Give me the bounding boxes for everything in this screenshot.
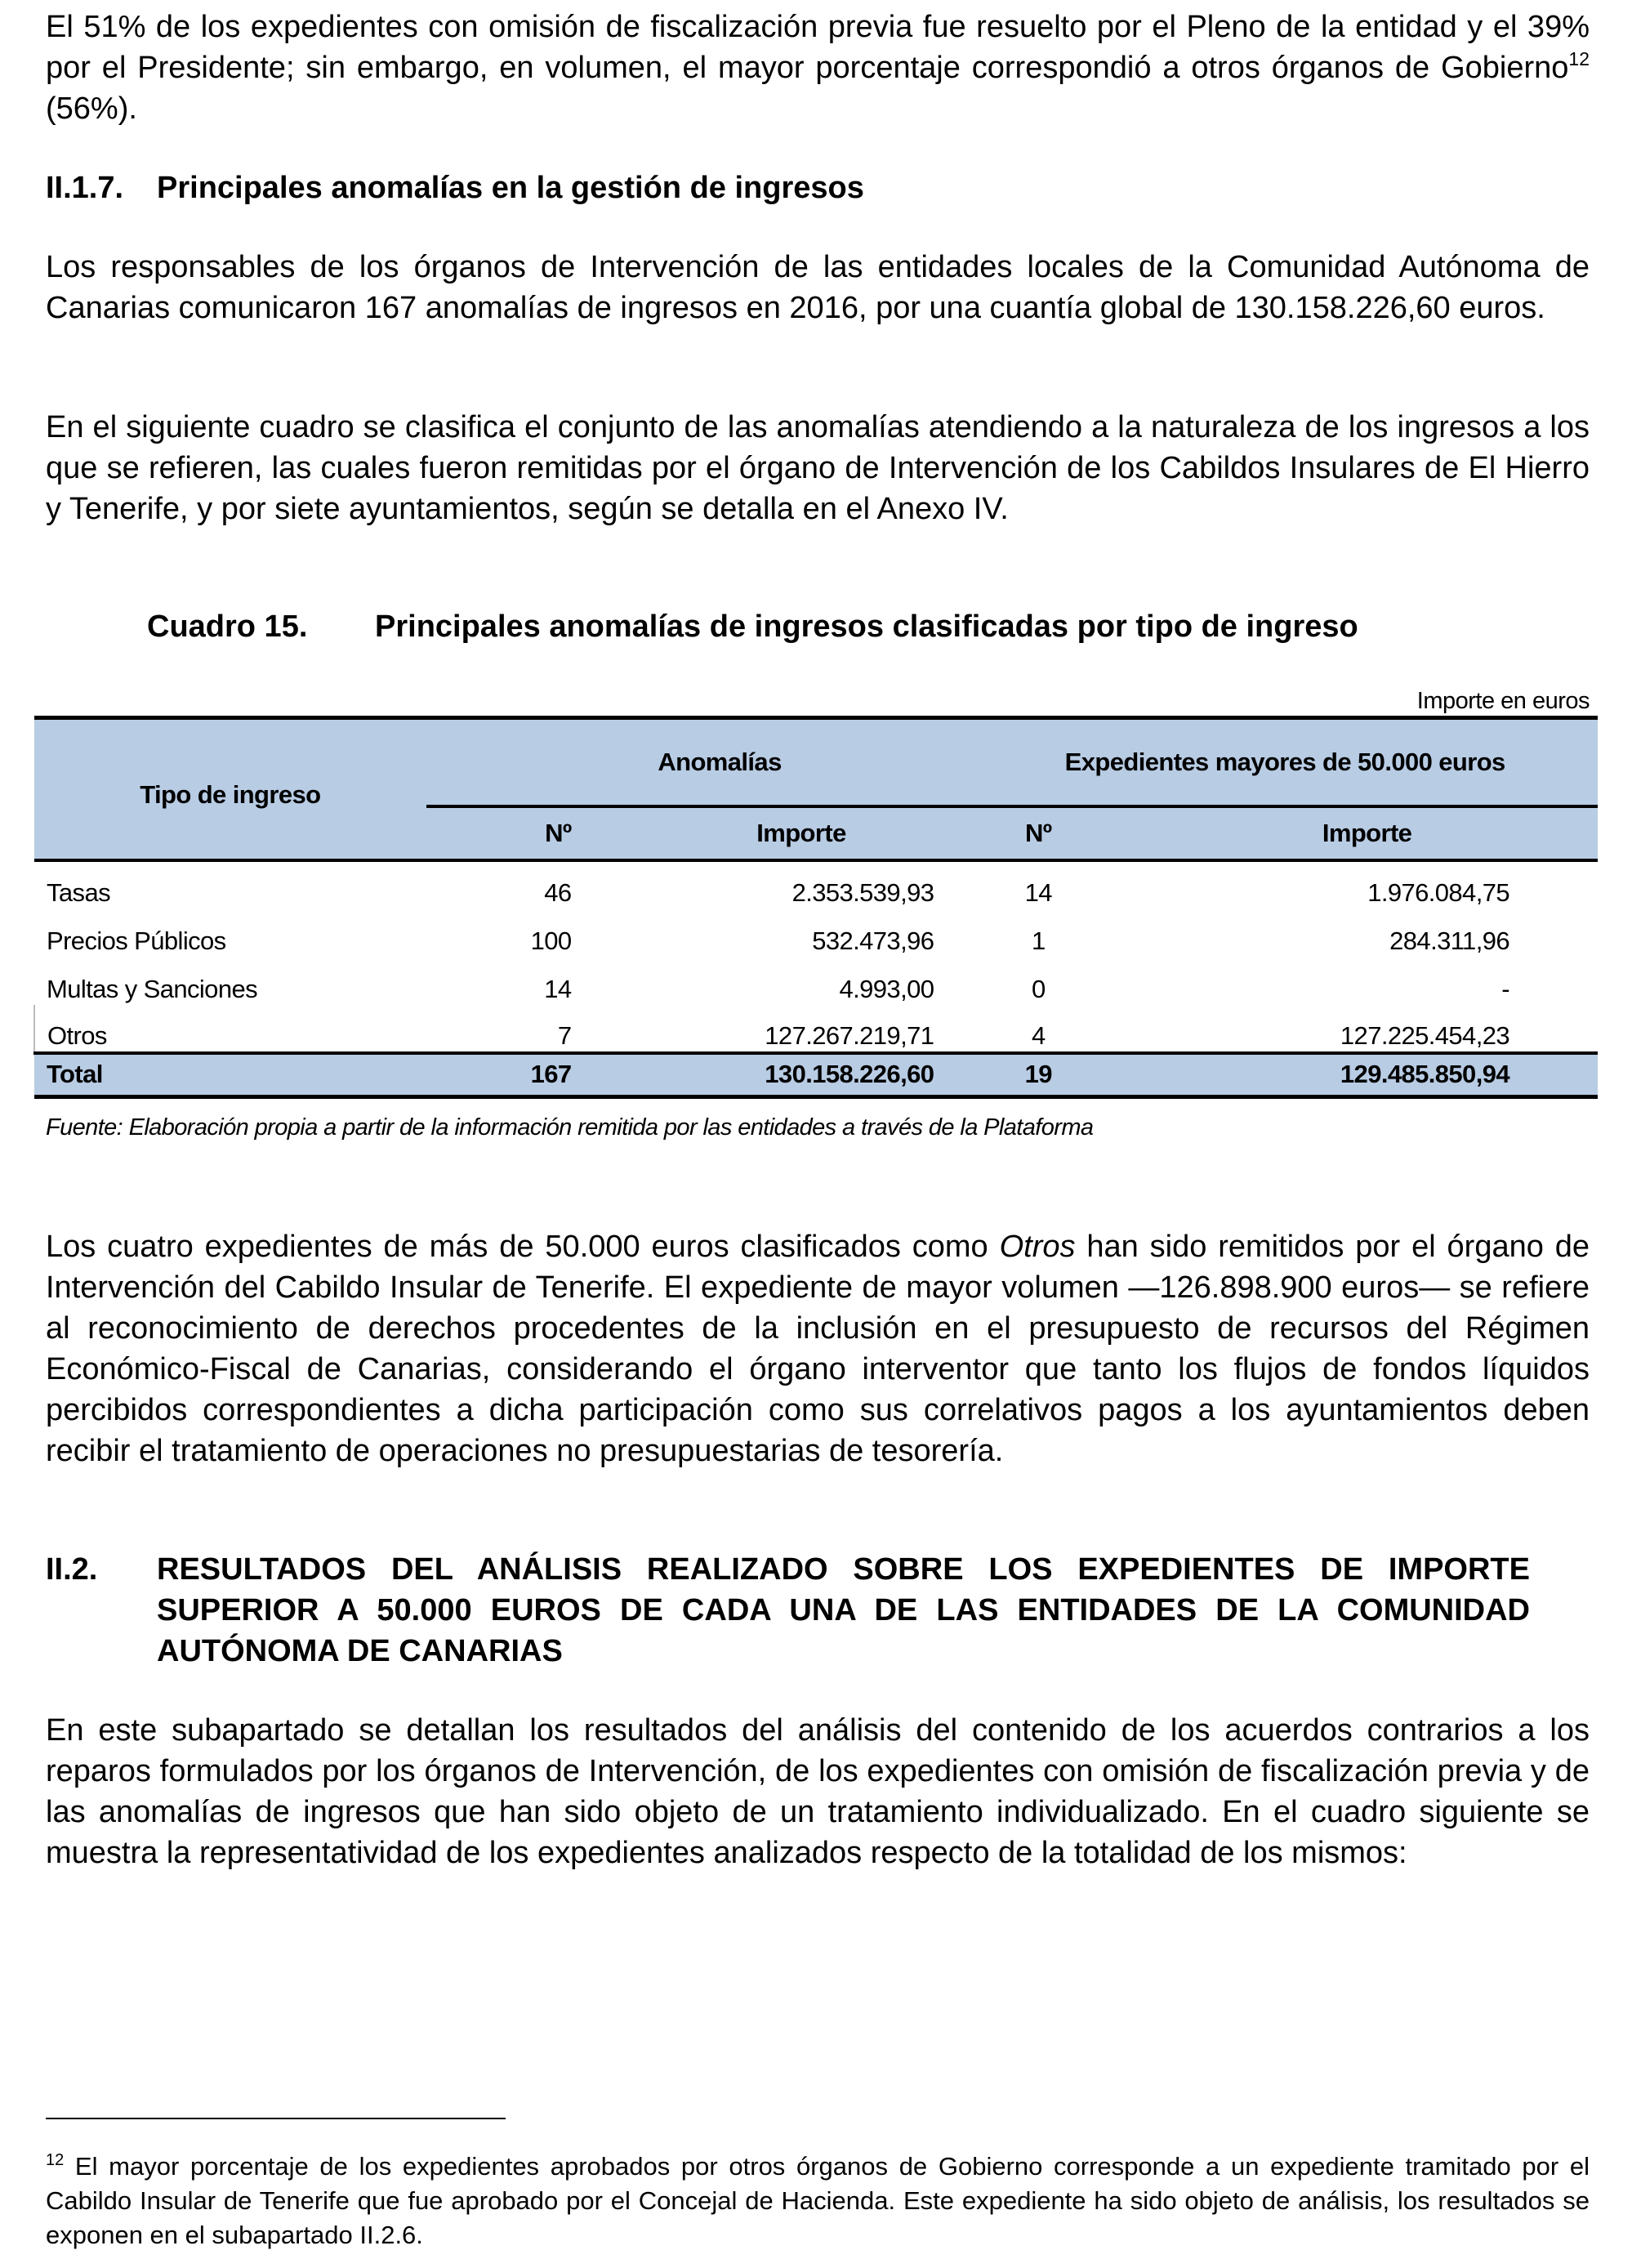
row-n-anomalias: 7 (557, 1020, 572, 1050)
row-n-expedientes: 4 (1031, 1020, 1046, 1050)
row-n-anomalias: 14 (544, 974, 572, 1003)
header-expedientes: Expedientes mayores de 50.000 euros (940, 718, 1598, 806)
paragraph-cuadro-intro: En el siguiente cuadro se clasifica el conjunto de las anomalías atendiendo a la naturaleza de los ingresos a los que se refieren, las cuales fueron remitidas por el órgano de Intervención de los Cabildos Insulares de El Hierro y Tenerife, y por siete ayuntamientos, según se detalla en el Anexo IV. (46, 410, 1590, 526)
total-n-anomalias: 167 (426, 1053, 590, 1097)
intro-paragraph: El 51% de los expedientes con omisión de fiscalización previa fue resuelto por el Pleno de la entidad y el 39% por el Presidente; sin embargo, en volumen, el mayor porcentaje correspondió a otros órganos de Gobierno$^{12}$ (56%). (46, 10, 1590, 126)
row-n-expedientes: 1 (1031, 926, 1046, 955)
row-importe-expedientes: 284.311,96 (1389, 926, 1509, 955)
row-tipo: Otros (34, 1005, 426, 1053)
row-importe-anomalias: 532.473,96 (812, 926, 934, 955)
paragraph-subapartado: En este subapartado se detallan los resultados del análisis del contenido de los acuerdos contrarios a los reparos formulados por los órganos de Intervención, de los expedientes con omisión de fiscalización previa y de las anomalías de ingresos que han sido objeto de un tratamiento individualizado. En el cuadro siguiente se muestra la representatividad de los expedientes analizados respecto de la totalidad de los mismos: (46, 1713, 1590, 1870)
footnote: $^{12}$ El mayor porcentaje de los expedientes aprobados por otros órganos de Gobierno corresponde a un expediente tramitado por el Cabildo Insular de Tenerife que fue aprobado por el Concejal de Hacienda. Este expediente ha sido objeto de análisis, los resultados se exponen en el subapartado II.2.6. (46, 2151, 1590, 2249)
row-importe-expedientes: - (1501, 974, 1509, 1003)
row-importe-anomalias: 127.267.219,71 (765, 1020, 934, 1050)
total-importe-expedientes: 129.485.850,94 (1136, 1053, 1598, 1097)
row-n-expedientes: 0 (1031, 974, 1046, 1003)
section-heading-117: II.1.7. Principales anomalías en la gestión de ingresos (46, 171, 864, 205)
footnote-separator (46, 2118, 506, 2119)
cuadro-15-table (33, 716, 1598, 1099)
table-total-row (34, 1053, 1598, 1097)
row-tipo: Multas y Sanciones (47, 974, 257, 1003)
row-n-anomalias: 46 (544, 877, 572, 907)
table-caption: Cuadro 15. Principales anomalías de ingresos clasificadas por tipo de ingreso (147, 609, 1358, 644)
header-anomalias: Anomalías (426, 718, 941, 806)
table-unit-note: Importe en euros (1416, 688, 1590, 714)
row-n-expedientes: 14 (1024, 877, 1052, 907)
header-importe-expedientes: Importe (1136, 806, 1598, 860)
section-heading-22: II.2. RESULTADOS DEL ANÁLISIS REALIZADO SOBRE LOS EXPEDIENTES DE IMPORTE SUPERIOR A 50.000 EUROS DE CADA UNA DE LAS ENTIDADES DE LA COMUNIDAD AUTÓNOMA DE CANARIAS (46, 1552, 1530, 1668)
row-importe-expedientes: 1.976.084,75 (1367, 877, 1509, 907)
row-tipo: Precios Públicos (47, 926, 226, 955)
row-importe-anomalias: 4.993,00 (839, 974, 934, 1003)
header-n-expedientes: Nº (940, 806, 1136, 860)
header-importe-anomalias: Importe (590, 806, 941, 860)
row-tipo: Tasas (47, 877, 110, 907)
table-row (34, 909, 1598, 957)
header-n-anomalias: Nº (426, 806, 590, 860)
footnote-ref: 12 (1568, 48, 1590, 69)
paragraph-otros-expedientes: Los cuatro expedientes de más de 50.000 euros clasificados como Otros han sido remitidos por el órgano de Intervención del Cabildo Insular de Tenerife. El expediente de mayor volumen —126.898.900 euros— se refiere al reconocimiento de derechos procedentes de la inclusión en el presupuesto de recursos del Régimen Económico-Fiscal de Canarias, considerando el órgano interventor que tanto los flujos de fondos líquidos percibidos correspondientes a dicha participación como sus correlativos pagos a los ayuntamientos deben recibir el tratamiento de operaciones no presupuestarias de tesorería. (46, 1230, 1590, 1468)
total-n-expedientes: 19 (940, 1053, 1136, 1097)
row-importe-anomalias: 2.353.539,93 (791, 877, 934, 907)
header-tipo-ingreso: Tipo de ingreso (34, 718, 426, 860)
table-row (34, 957, 1598, 1005)
row-n-anomalias: 100 (530, 926, 572, 955)
row-importe-expedientes: 127.225.454,23 (1340, 1020, 1509, 1050)
total-label: Total (34, 1053, 426, 1097)
table-source: Fuente: Elaboración propia a partir de la información remitida por las entidades a través de la Plataforma (46, 1114, 1094, 1141)
total-importe-anomalias: 130.158.226,60 (590, 1053, 941, 1097)
table-row (34, 860, 1598, 909)
paragraph-anomalias-count: Los responsables de los órganos de Intervención de las entidades locales de la Comunidad Autónoma de Canarias comunicaron 167 anomalías de ingresos en 2016, por una cuantía global de 130.158.226,60 euros. (46, 250, 1590, 325)
table-row (34, 1005, 1598, 1053)
